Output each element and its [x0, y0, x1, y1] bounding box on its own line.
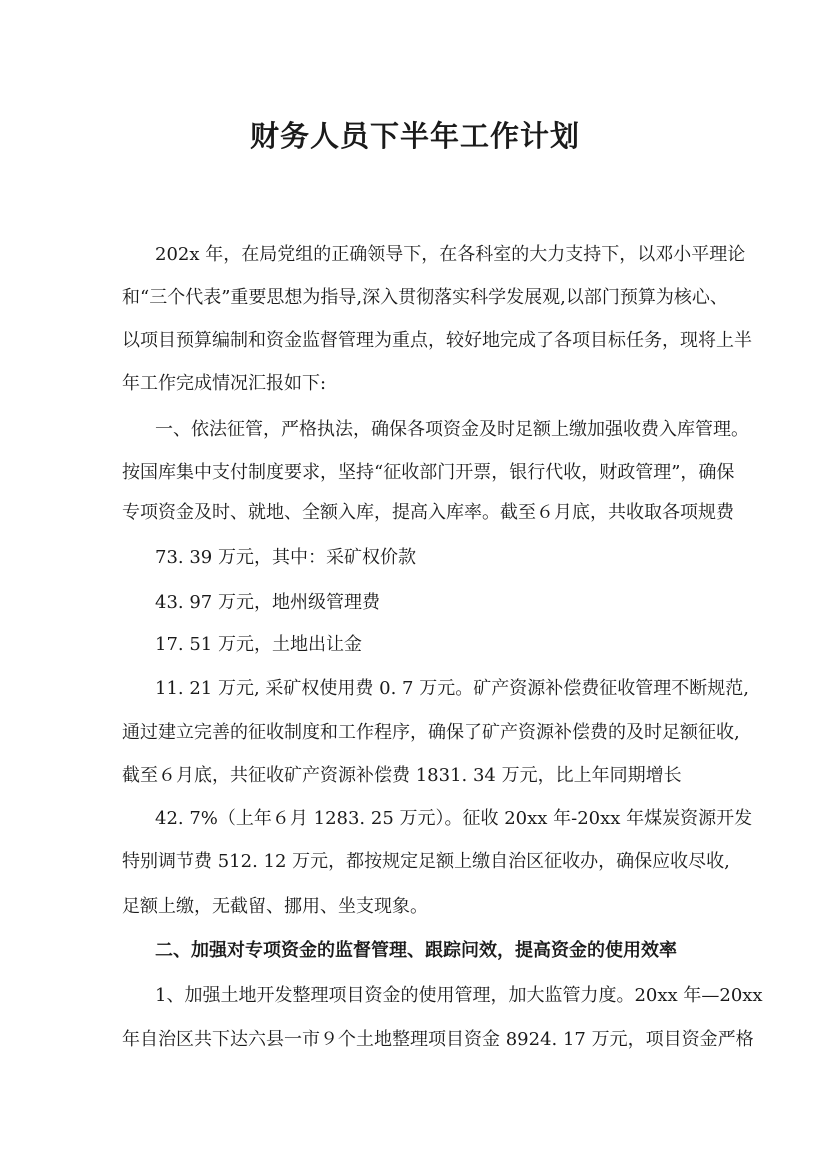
- paragraph-line: 按国库集中支付制度要求，坚持“征收部门开票，银行代收，财政管理”，确保: [122, 462, 735, 483]
- paragraph-line: 特别调节费 512. 12 万元，都按规定足额上缴自治区征收办，确保应收尽收,: [122, 851, 730, 872]
- document-title: 财务人员下半年工作计划: [249, 119, 580, 153]
- paragraph-line: 专项资金及时、就地、全额入库，提高入库率。截至６月底，共收取各项规费: [122, 502, 734, 523]
- paragraph-line: 11. 21 万元, 采矿权使用费 0. 7 万元。矿产资源补偿费征收管理不断规范,: [155, 678, 749, 699]
- paragraph-line: 足额上缴，无截留、挪用、坐支现象。: [122, 896, 428, 917]
- section-heading: 二、加强对专项资金的监督管理、跟踪问效，提高资金的使用效率: [155, 940, 677, 961]
- paragraph-line: 73. 39 万元，其中：采矿权价款: [155, 547, 416, 568]
- paragraph-line: 1、加强土地开发整理项目资金的使用管理，加大监管力度。20xx 年—20xx: [155, 985, 763, 1006]
- paragraph-line: 43. 97 万元，地州级管理费: [155, 592, 380, 613]
- paragraph-line: 以项目预算编制和资金监督管理为重点，较好地完成了各项目标任务，现将上半: [122, 330, 752, 351]
- paragraph-line: 42. 7%（上年６月 1283. 25 万元）。征收 20xx 年-20xx 年煤炭资源开发: [155, 808, 753, 829]
- paragraph-line: 17. 51 万元，土地出让金: [155, 634, 362, 655]
- paragraph-line: 一、依法征管，严格执法，确保各项资金及时足额上缴加强收费入库管理。: [155, 419, 749, 440]
- paragraph-line: 截至６月底，共征收矿产资源补偿费 1831. 34 万元，比上年同期增长: [122, 765, 682, 786]
- paragraph-line: 202x 年，在局党组的正确领导下，在各科室的大力支持下，以邓小平理论: [155, 244, 746, 265]
- paragraph-line: 年自治区共下达六县一市９个土地整理项目资金 8924. 17 万元，项目资金严格: [122, 1029, 754, 1050]
- paragraph-line: 和“三个代表”重要思想为指导,深入贯彻落实科学发展观,以部门预算为核心、: [122, 287, 728, 308]
- paragraph-line: 年工作完成情况汇报如下:: [122, 373, 327, 394]
- paragraph-line: 通过建立完善的征收制度和工作程序，确保了矿产资源补偿费的及时足额征收,: [122, 722, 740, 743]
